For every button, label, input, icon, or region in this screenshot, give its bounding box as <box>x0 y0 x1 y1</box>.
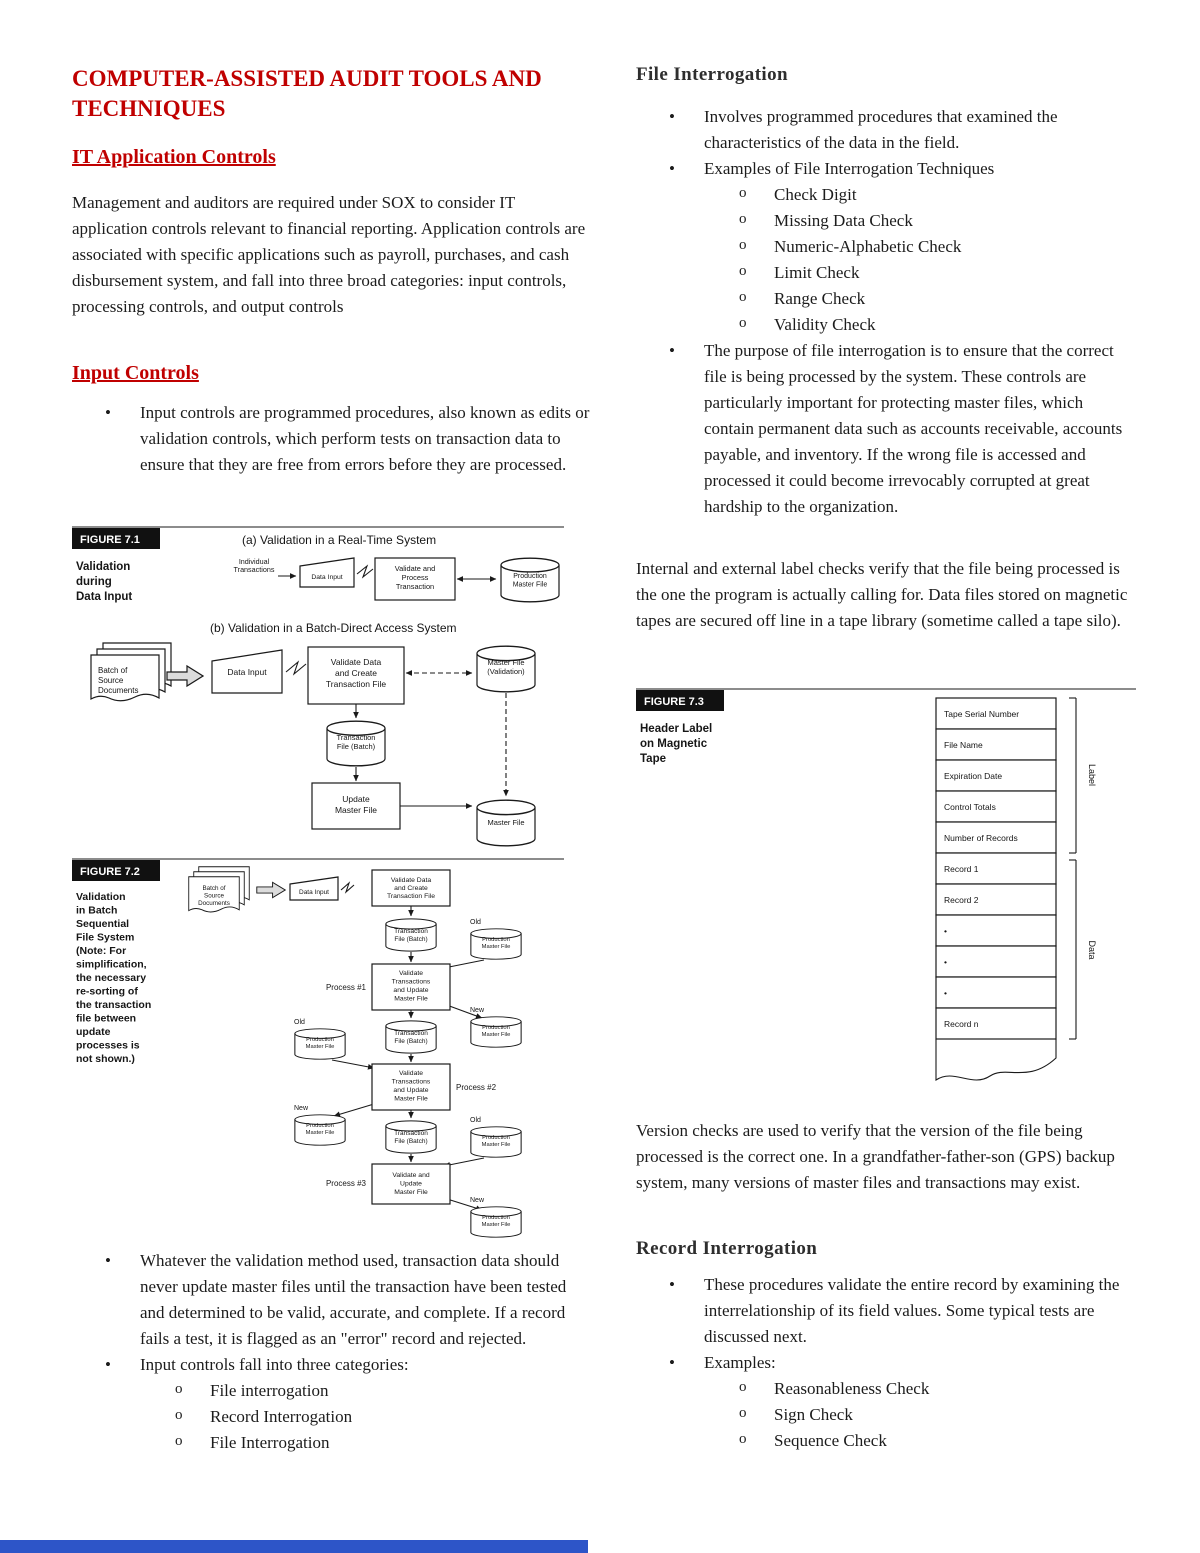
bullet-text: Check Digit <box>774 185 857 204</box>
new-label: New <box>470 1007 485 1014</box>
source-documents-label: Batch of Source Documents <box>98 666 139 695</box>
bullet-marker: o <box>739 263 747 279</box>
file-interrogation-bullet-list <box>636 104 1136 520</box>
list-item <box>72 1378 594 1404</box>
bullet-text: Examples of File Interrogation Techniques <box>704 159 995 178</box>
bullet-marker: o <box>739 1405 747 1421</box>
heading-input-controls: Input Controls <box>72 362 199 384</box>
figure-7-1 <box>72 526 564 860</box>
bullet-text: Examples: <box>704 1353 776 1372</box>
page-title: COMPUTER-ASSISTED AUDIT TOOLS AND TECHNIQUES <box>72 66 542 122</box>
bullet-text: Validity Check <box>774 315 876 334</box>
process-box-label: Validate and Process Transaction <box>394 564 436 591</box>
data-input-trapezoid <box>300 558 354 587</box>
bullet-marker: o <box>739 1379 747 1395</box>
list-item <box>636 338 1136 520</box>
list-item <box>636 1272 1136 1350</box>
bullet-text: These procedures validate the entire record by examining the interrelationship of its field values. Some typical tests are discussed next. <box>704 1275 1120 1346</box>
cylinder-icon <box>386 1121 436 1153</box>
list-item <box>636 312 1136 338</box>
production-master-file-label: Production Master File <box>305 1037 335 1050</box>
list-item <box>72 1248 594 1352</box>
bullet-marker: o <box>739 211 747 227</box>
list-item <box>636 104 1136 156</box>
figure-tag: FIGURE 7.2 <box>80 866 140 878</box>
bullet-marker: • <box>105 1251 111 1270</box>
data-input-label: Data Input <box>227 667 267 677</box>
label-bracket <box>1069 698 1097 853</box>
paragraph-version-checks: Version checks are used to verify that the version of the file being processed is the correct one. In a grandfather-father-son (GPS) backup system, many versions of master files and transactions may exist. <box>636 1121 1115 1192</box>
block-arrow-icon <box>257 882 285 897</box>
table-row-label: Tape Serial Number <box>944 709 1020 719</box>
bullet-marker: • <box>105 1355 111 1374</box>
label-bracket-text: Label <box>1087 763 1097 787</box>
production-master-file-label: Production Master File <box>305 1123 335 1136</box>
process-2-label: Process #2 <box>456 1083 497 1092</box>
new-label: New <box>470 1197 485 1204</box>
bullet-marker: o <box>739 237 747 253</box>
fig71a-title: (a) Validation in a Real-Time System <box>242 533 437 547</box>
input-controls-bullet-list <box>72 400 594 478</box>
production-master-file-label: Production Master File <box>481 1025 511 1038</box>
data-bracket <box>1069 860 1097 1039</box>
bullet-text: Missing Data Check <box>774 211 913 230</box>
table-row-label: Expiration Date <box>944 771 1003 781</box>
paragraph-sox: Management and auditors are required under SOX to consider IT application controls relevant to financial reporting. Application controls are associated with specific applications such as payroll, purchases, and cash disbursement system, and fall into three broad categories: input controls, processing controls, and output controls <box>72 193 586 316</box>
transaction-file-label: Transaction File (Batch) <box>394 928 428 943</box>
list-item <box>636 182 1136 208</box>
cylinder-icon <box>501 558 559 602</box>
bullet-text: Involves programmed procedures that examined the characteristics of the data in the field. <box>704 107 1058 152</box>
tape-torn-edge <box>936 1039 1056 1080</box>
validate-update-label: Validate and Update Master File <box>392 1172 430 1196</box>
new-label: New <box>294 1105 309 1112</box>
master-file-validation-label: Master File (Validation) <box>487 658 525 676</box>
record-interrogation-bullet-list <box>636 1272 1136 1454</box>
paragraph-label-checks: Internal and external label checks verify that the file being processed is the one the program is actually calling for. Data files stored on magnetic tapes are secured off line in a tape library (sometime called a tape silo). <box>636 559 1128 630</box>
bullet-marker: • <box>105 403 111 422</box>
figure-caption: Header Label on Magnetic Tape <box>640 723 713 765</box>
table-row-label: File Name <box>944 740 983 750</box>
master-file-label: Production Master File <box>512 573 548 589</box>
bullet-text: Record Interrogation <box>210 1407 353 1426</box>
figure-caption: Validation in Batch Sequential File System (Note: For simplification, the necessary re-sorting of the transaction file between update processes is not shown.) <box>76 891 152 1065</box>
list-item <box>636 286 1136 312</box>
bullet-text: Reasonableness Check <box>774 1379 930 1398</box>
bullet-text: File interrogation <box>210 1381 329 1400</box>
update-master-file-label: Update Master File <box>334 794 378 815</box>
heading-file-interrogation: File Interrogation <box>636 64 788 85</box>
list-item <box>72 400 594 478</box>
list-item <box>636 234 1136 260</box>
bullet-text: The purpose of file interrogation is to ensure that the correct file is being processed by the system. These controls are particularly important for protecting master files, which contain permanent data such as accounts receivable, accounts payable, and inventory. If the wrong file is accessed and processed it could become irrevocably corrupted at great hardship to the organization. <box>704 341 1123 516</box>
list-item <box>636 208 1136 234</box>
fig71b-title: (b) Validation in a Batch-Direct Access System <box>210 621 457 635</box>
figure-caption: Validation during Data Input <box>76 561 133 603</box>
list-item <box>636 1376 1136 1402</box>
validate-create-label: Validate Data and Create Transaction File <box>325 657 387 689</box>
validation-bullet-list <box>72 1248 594 1456</box>
bullet-marker: o <box>739 289 747 305</box>
table-row-label: Record 1 <box>944 864 979 874</box>
list-item <box>636 1402 1136 1428</box>
tape-header-table <box>936 698 1056 1080</box>
bullet-text: Whatever the validation method used, transaction data should never update master files until the transaction have been tested and determined to be valid, accurate, and complete. If a record fails a test, it is flagged as an "error" record and rejected. <box>140 1251 567 1348</box>
data-input-label: Data Input <box>299 889 329 896</box>
bullet-marker: o <box>739 315 747 331</box>
block-arrow-icon <box>167 666 203 686</box>
cylinder-icon <box>386 1021 436 1053</box>
data-input-label: Data Input <box>311 574 343 581</box>
bullet-text: Sign Check <box>774 1405 853 1424</box>
figure-7-3 <box>636 688 1136 1102</box>
bullet-marker: o <box>175 1381 183 1397</box>
table-row-dot: • <box>944 957 947 967</box>
figure-tag: FIGURE 7.1 <box>80 534 140 546</box>
bullet-text: File Interrogation <box>210 1433 330 1452</box>
transaction-file-label: Transaction File (Batch) <box>394 1130 428 1145</box>
bullet-marker: • <box>669 159 675 178</box>
table-row-label: Number of Records <box>944 833 1018 843</box>
production-master-file-label: Production Master File <box>481 1135 511 1148</box>
bullet-marker: • <box>669 1275 675 1294</box>
old-label: Old <box>294 1019 305 1026</box>
list-item <box>72 1430 594 1456</box>
bullet-marker: o <box>175 1407 183 1423</box>
source-documents-label: Batch of Source Documents <box>198 885 230 907</box>
heading-record-interrogation: Record Interrogation <box>636 1238 818 1259</box>
list-item <box>72 1404 594 1430</box>
list-item <box>636 1428 1136 1454</box>
validate-update-label: Validate Transactions and Update Master File <box>391 1070 431 1103</box>
table-row-dot: • <box>944 988 947 998</box>
bullet-marker: o <box>739 1431 747 1447</box>
process-1-label: Process #1 <box>325 983 366 992</box>
process-3-label: Process #3 <box>325 1179 366 1188</box>
production-master-file-label: Production Master File <box>481 1215 511 1228</box>
table-row-label: Record n <box>944 1019 979 1029</box>
list-item <box>636 260 1136 286</box>
bullet-text: Numeric-Alphabetic Check <box>774 237 962 256</box>
list-item <box>636 156 1136 182</box>
bullet-text: Limit Check <box>774 263 860 282</box>
data-bracket-text: Data <box>1087 940 1097 960</box>
fig71a-source-label: Individual Transactions <box>233 557 275 574</box>
bullet-marker: o <box>739 185 747 201</box>
bullet-marker: o <box>175 1433 183 1449</box>
figure-7-2 <box>72 858 564 1242</box>
master-file-label: Master File <box>487 818 525 827</box>
validate-update-label: Validate Transactions and Update Master File <box>391 970 431 1003</box>
figure-tag: FIGURE 7.3 <box>644 696 704 708</box>
footer-banner-bar <box>0 1540 588 1553</box>
heading-it-application-controls: IT Application Controls <box>72 146 276 168</box>
bullet-text: Sequence Check <box>774 1431 887 1450</box>
old-label: Old <box>470 919 481 926</box>
table-row-dot: • <box>944 926 947 936</box>
production-master-file-label: Production Master File <box>481 937 511 950</box>
table-row-label: Control Totals <box>944 802 996 812</box>
bullet-marker: • <box>669 341 675 360</box>
cylinder-icon <box>386 919 436 951</box>
list-item <box>72 1352 594 1378</box>
bullet-marker: • <box>669 107 675 126</box>
table-row-label: Record 2 <box>944 895 979 905</box>
bullet-text: Input controls fall into three categories: <box>140 1355 409 1374</box>
validate-create-label: Validate Data and Create Transaction File <box>386 877 436 900</box>
list-item <box>636 1350 1136 1376</box>
bullet-marker: • <box>669 1353 675 1372</box>
transaction-file-label: Transaction File (Batch) <box>394 1030 428 1045</box>
old-label: Old <box>470 1117 481 1124</box>
transaction-file-label: Transaction File (Batch) <box>336 733 376 751</box>
bullet-text: Range Check <box>774 289 866 308</box>
bullet-text: Input controls are programmed procedures, also known as edits or validation controls, which perform tests on transaction data to ensure that they are free from errors before they are processed. <box>140 403 590 474</box>
